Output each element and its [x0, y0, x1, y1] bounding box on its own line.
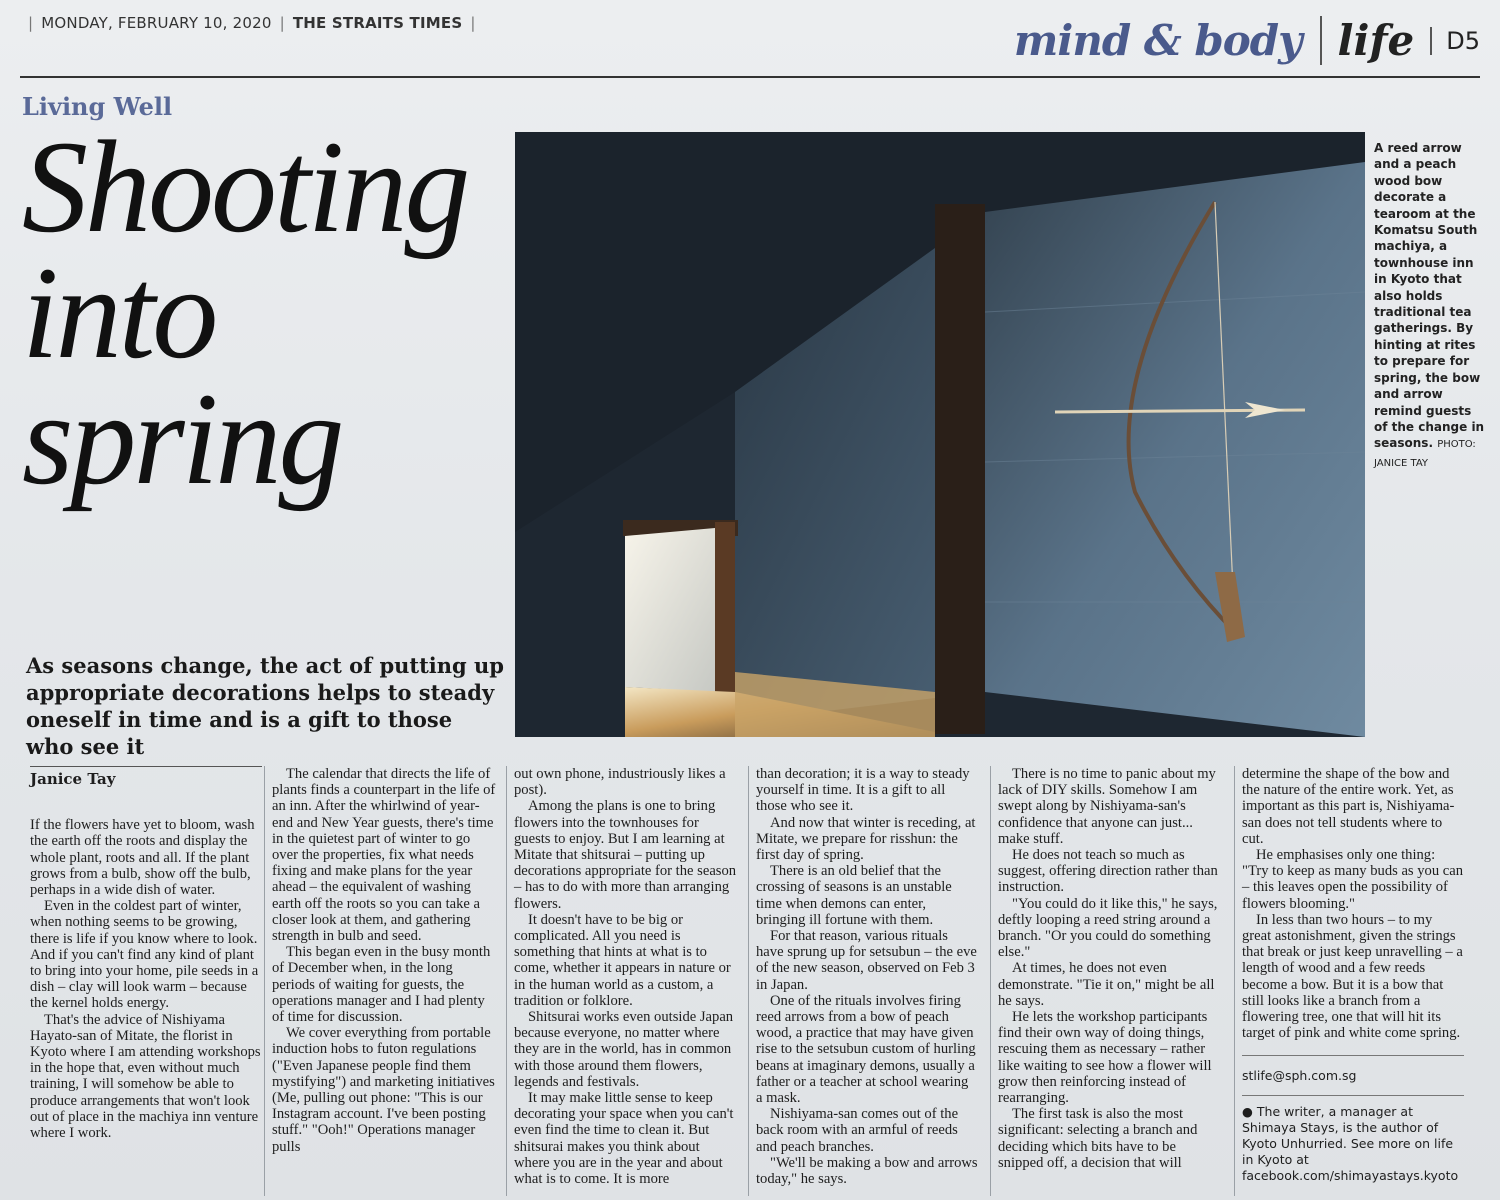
- paragraph: Nishiyama-san comes out of the back room with an armful of reeds and peach branches.: [756, 1106, 959, 1155]
- paragraph: For that reason, various rituals have sprung up for setsubun – the eve of the new season, observed on Feb 3 in Japan.: [756, 928, 977, 993]
- paragraph: There is an old belief that the crossing of seasons is an unstable time when demons can enter, bringing ill fortune with them.: [756, 863, 952, 928]
- article-column-2: [272, 766, 498, 1155]
- paragraph: out own phone, industriously likes a post).: [514, 766, 726, 799]
- column-divider: [990, 766, 991, 1196]
- paragraph: He does not teach so much as suggest, offering direction rather than instruction.: [998, 847, 1218, 896]
- paragraph: He lets the workshop participants find their own way of doing things, rescuing them as necessary – rather like waiting to see how a flower will grow then reinforcing instead of rearranging.: [998, 1009, 1212, 1107]
- paragraph: There is no time to panic about my lack of DIY skills. Somehow I am swept along by Nishiyama-san's confidence that anyone can just... make stuff.: [998, 766, 1216, 847]
- article-column-6: [1242, 766, 1464, 1184]
- column-divider: [264, 766, 265, 1196]
- paragraph: than decoration; it is a way to steady yourself in time. It is a gift to all those who see it.: [756, 766, 970, 815]
- paragraph: "We'll be making a bow and arrows today," he says.: [756, 1154, 978, 1188]
- paragraph: At times, he does not even demonstrate. "Tie it on," might be all he says.: [998, 960, 1215, 1009]
- paragraph: He emphasises only one thing: "Try to keep as many buds as you can – this leaves open the possibility of flowers blooming.": [1242, 847, 1464, 912]
- bullet-icon: ●: [1242, 1103, 1257, 1119]
- paragraph: We cover everything from portable induction hobs to futon regulations ("Even Japanese people find them mystifying") and marketing initiatives (Me, pulling out phone: "This is our Instagram account. I've been posting stuff." "Ooh!" Operations manager pulls: [272, 1025, 495, 1155]
- paragraph: determine the shape of the bow and the nature of the entire work. Yet, as important as this part is, Nishiyama-san does not tell students where to cut.: [1242, 766, 1455, 847]
- article-column-1: [30, 766, 262, 1141]
- photo-credit: PHOTO: JANICE TAY: [1374, 439, 1476, 469]
- paragraph: This began even in the busy month of December when, in the long periods of waiting for guests, the operations manager and I had plenty of time for discussion.: [272, 944, 491, 1026]
- paper-name: THE STRAITS TIMES: [292, 14, 463, 32]
- paragraph: One of the rituals involves firing reed arrows from a bow of peach wood, a practice that may have given rise to the setsubun custom of hurling beans at imaginary demons, usually a father or a teacher at school wearing a mask.: [756, 992, 976, 1107]
- masthead: | MONDAY, FEBRUARY 10, 2020 | THE STRAITS TIMES |: [28, 14, 476, 32]
- paragraph: It doesn't have to be big or complicated. All you need is something that hints at what is to come, whether it appears in nature or in the human world as a custom, a tradition or folklore.: [514, 911, 731, 1009]
- author-note-text: The writer, a manager at Shimaya Stays, is the author of Kyoto Unhurried. See more on life in Kyoto at facebook.com/shimayastays.kyoto: [1242, 1103, 1459, 1183]
- article-column-4: [756, 766, 978, 1187]
- author-note: [1242, 1104, 1464, 1184]
- article-column-3: [514, 766, 738, 1187]
- article-photo: [515, 132, 1365, 737]
- tearoom-photo: [515, 132, 1365, 737]
- byline: Janice Tay: [30, 766, 262, 787]
- paragraph: In less than two hours – to my great astonishment, given the strings that break or just keep unravelling – a length of wood and a few reeds become a bow. But it is a bow that still looks like a branch from a flowering tree, one that will hit its target of pink and white come spring.: [1242, 911, 1463, 1042]
- photo-caption: [1374, 140, 1486, 472]
- article-column-5: [998, 766, 1220, 1171]
- headline: [22, 113, 502, 512]
- section-sub: life: [1320, 16, 1415, 65]
- standfirst: As seasons change, the act of putting up appropriate decorations helps to steady oneself in time and is a gift to those who see it: [26, 653, 504, 759]
- paragraph: Shitsurai works even outside Japan because everyone, no matter where they are in the world, has in common with those around them flowers, legends and festivals.: [514, 1009, 734, 1090]
- paragraph: If the flowers have yet to bloom, wash the earth off the roots and display the whole plant, roots and all. If the plant grows from a bulb, show off the bulb, perhaps in a wide dish of water.: [30, 817, 255, 899]
- paragraph: The calendar that directs the life of plants finds a counterpart in the life of an inn. After the whirlwind of year-end and New Year guests, there's time in the quietest part of winter to go over the properties, fix what needs fixing and make plans for the year ahead – the equivalent of washing earth off the roots so you can take a closer look at them, and gathering strength in bulb and seed.: [272, 766, 496, 945]
- paragraph: It may make little sense to keep decorating your space when you can't even find the time to clean it. But shitsurai makes you think about where you are in the year and about what is to come. It is more: [514, 1090, 734, 1188]
- paragraph: That's the advice of Nishiyama Hayato-san of Mitate, the florist in Kyoto where I am attending workshops in the hope that, even without much training, I will somehow be able to produce arrangements that won't look out of place in the machiya inn venture where I work.: [30, 1011, 261, 1142]
- column-divider: [506, 766, 507, 1196]
- headline-line: into: [22, 239, 216, 386]
- paragraph: The first task is also the most significant: selecting a branch and deciding which bits have to be snipped off, a decision that will: [998, 1106, 1198, 1171]
- paragraph: And now that winter is receding, at Mitate, we prepare for risshun: the first day of spring.: [756, 814, 976, 864]
- headline-line: Shooting: [22, 113, 468, 260]
- article-body: [20, 766, 1480, 1200]
- section-name: mind & body: [1013, 16, 1302, 65]
- contact-email: stlife@sph.com.sg: [1242, 1055, 1464, 1095]
- issue-date: MONDAY, FEBRUARY 10, 2020: [41, 14, 272, 32]
- paragraph: "You could do it like this," he says, deftly looping a reed string around a branch. "Or you could do something else.": [998, 895, 1218, 961]
- column-divider: [1234, 766, 1235, 1196]
- section-header: [1014, 16, 1480, 65]
- page-number: D5: [1430, 27, 1480, 55]
- paragraph: Even in the coldest part of winter, when nothing seems to be growing, there is life if you know where to look. And if you can't find any kind of plant to bring into your home, pile seeds in a dish – clay will look warm – because the kernel holds energy.: [30, 898, 259, 1012]
- caption-text: A reed arrow and a peach wood bow decorate a tearoom at the Komatsu South machiya, a townhouse inn in Kyoto that also holds traditional tea gatherings. By hinting at rites to prepare for spring, the bow and arrow remind guests of the change in seasons.: [1374, 141, 1485, 451]
- column-divider: [748, 766, 749, 1196]
- kicker: Living Well: [22, 92, 173, 121]
- header-rule: [20, 76, 1480, 78]
- headline-line: spring: [22, 365, 342, 512]
- paragraph: Among the plans is one to bring flowers into the townhouses for guests to enjoy. But I am learning at Mitate that shitsurai – putting up decorations appropriate for the season – has to do with more than arranging flowers.: [514, 798, 737, 912]
